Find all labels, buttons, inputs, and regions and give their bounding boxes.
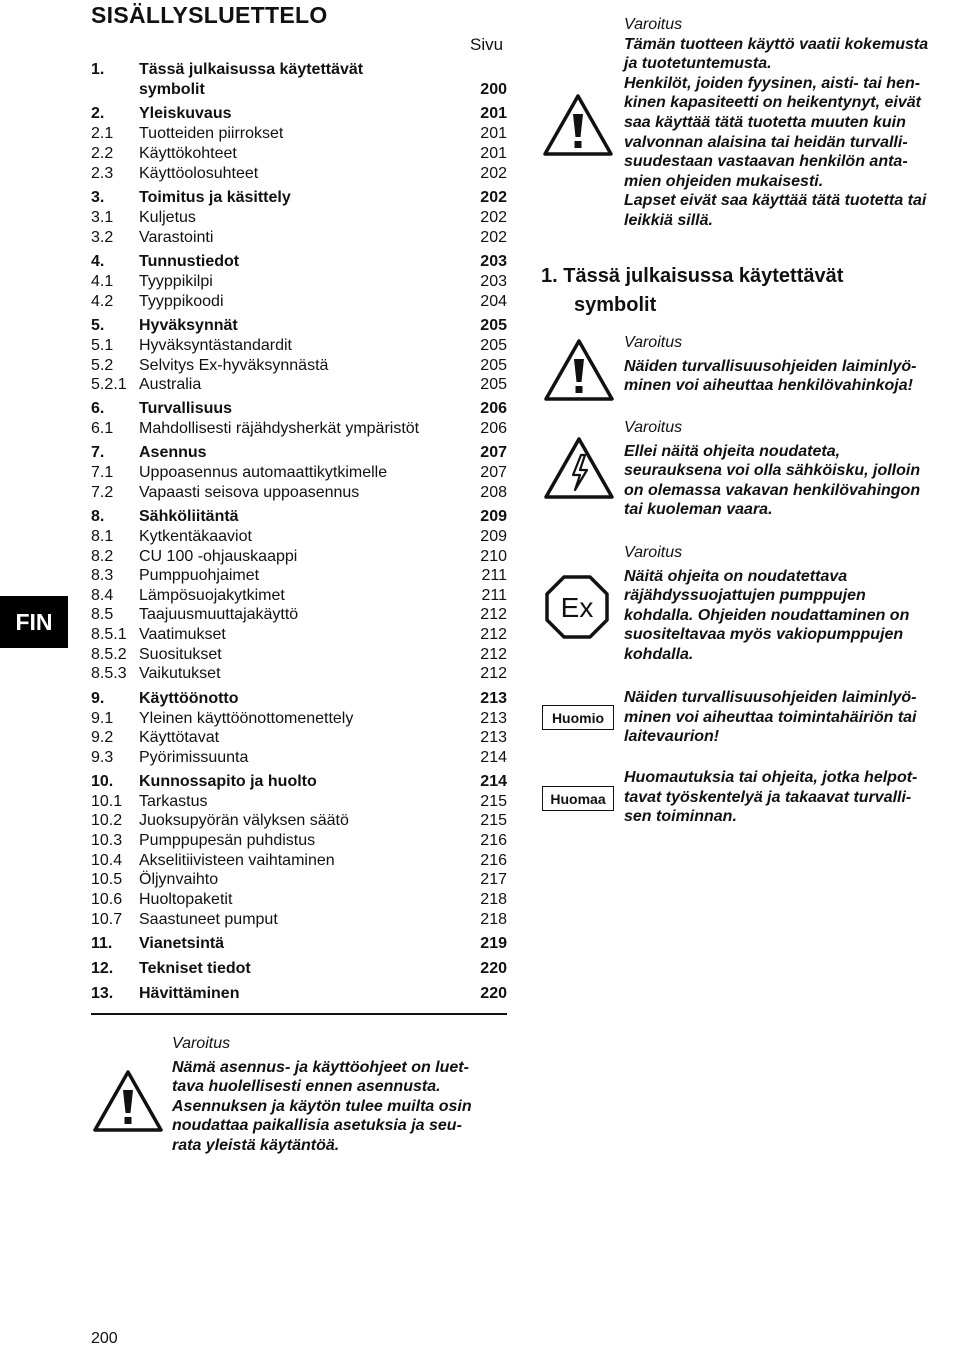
- note-line: tavat työskentelyä ja takaavat turvalli-: [624, 788, 912, 806]
- toc-entry-number: 5.2: [91, 357, 114, 374]
- toc-entry-page: 212: [480, 626, 507, 643]
- toc-entry-page: 212: [480, 606, 507, 623]
- toc-entry-title: Yleiskuvaus: [139, 105, 232, 122]
- warning-line: Nämä asennus- ja käyttöohjeet on luet-: [172, 1058, 469, 1076]
- toc-entry-page: 210: [480, 548, 507, 565]
- toc-entry-title: Juoksupyörän välyksen säätö: [139, 812, 349, 829]
- note-line: sen toiminnan.: [624, 808, 737, 826]
- toc-entry-page: 218: [480, 911, 507, 928]
- toc-entry-title: Saastuneet pumput: [139, 911, 278, 928]
- toc-entry-number: 8.1: [91, 528, 114, 545]
- toc-entry-page: 209: [480, 508, 507, 525]
- toc-entry-title: Vapaasti seisova uppoasennus: [139, 484, 360, 501]
- toc-entry-number: 7.1: [91, 464, 114, 481]
- warning-line: minen voi aiheuttaa henkilövahinkoja!: [624, 377, 913, 395]
- toc-entry-page: 209: [480, 528, 507, 545]
- ex-warning-label: Varoitus: [624, 544, 683, 561]
- toc-entry-number: 2.2: [91, 145, 114, 162]
- toc-entry-page: 216: [480, 832, 507, 849]
- warning-line: leikkiä sillä.: [624, 211, 713, 229]
- warning-line: Lapset eivät saa käyttää tätä tuotetta tai: [624, 192, 927, 210]
- toc-entry-number: 3.: [91, 189, 105, 206]
- toc-entry-page: 202: [480, 209, 507, 226]
- toc-entry-title: Hyväksynnät: [139, 317, 238, 334]
- top-warning-label: Varoitus: [624, 16, 683, 33]
- toc-entry-page: 207: [480, 464, 507, 481]
- toc-entry-page: 218: [480, 891, 507, 908]
- electric-warning-label: Varoitus: [624, 419, 683, 436]
- toc-entry-title: Tekniset tiedot: [139, 960, 251, 977]
- toc-entry-number: 6.1: [91, 420, 114, 437]
- toc-entry-title: Australia: [139, 376, 202, 393]
- toc-entry-number: 2.3: [91, 165, 114, 182]
- explosion-protection-icon: [544, 574, 610, 640]
- caution-line: laitevaurion!: [624, 728, 720, 746]
- toc-entry-number: 8.4: [91, 587, 114, 604]
- warning-line: räjähdyssuojattujen pumppujen: [624, 587, 866, 605]
- toc-entry-number: 5.2.1: [91, 376, 127, 393]
- warning-line: Asennuksen ja käytön tulee muilta osin: [172, 1097, 472, 1115]
- toc-entry-page: 207: [480, 444, 507, 461]
- toc-entry-number: 8.2: [91, 548, 114, 565]
- general-warning: [624, 333, 960, 396]
- toc-entry-number: 8.5: [91, 606, 114, 623]
- toc-entry-number: 10.: [91, 773, 114, 790]
- warning-line: tai kuoleman vaara.: [624, 501, 773, 519]
- warning-line: Tämän tuotteen käyttö vaatii kokemusta: [624, 35, 929, 53]
- toc-divider: [91, 1013, 507, 1015]
- ex-icon-text: Ex: [560, 592, 594, 623]
- toc-entry-page: 205: [480, 376, 507, 393]
- toc-entry-page: 213: [480, 690, 507, 707]
- toc-entry-title: Öljynvaihto: [139, 871, 219, 888]
- toc-entry-number: 8.5.1: [91, 626, 127, 643]
- toc-entry-page: 216: [480, 852, 507, 869]
- toc-entry-number: 2.1: [91, 125, 114, 142]
- toc-entry-number: 8.3: [91, 567, 114, 584]
- toc-entry-page: 201: [480, 145, 507, 162]
- toc-entry-title: Pumppupesän puhdistus: [139, 832, 316, 849]
- toc-entry-page: 219: [480, 935, 507, 952]
- toc-entry-number: 3.1: [91, 209, 114, 226]
- toc-entry-number: 8.: [91, 508, 105, 525]
- toc-title: SISÄLLYSLUETTELO: [91, 2, 328, 28]
- toc-entry-number: 10.5: [91, 871, 123, 888]
- toc-entry-page: 208: [480, 484, 507, 501]
- toc-entry-page: 201: [480, 105, 507, 122]
- toc-entry-title: Pumppuohjaimet: [139, 567, 260, 584]
- toc-entry-page: 203: [480, 273, 507, 290]
- warning-line: Näiden turvallisuusohjeiden laiminlyö-: [624, 357, 917, 375]
- toc-entry-page: 205: [480, 337, 507, 354]
- warning-line: kinen kapasiteetti on heikentynyt, eivät: [624, 94, 921, 112]
- language-tab: FIN: [0, 596, 68, 648]
- toc-entry-title: Yleinen käyttöönottomenettely: [139, 710, 354, 727]
- toc-entry-number: 5.1: [91, 337, 114, 354]
- toc-entry-title: Kuljetus: [139, 209, 196, 226]
- caution-line: Näiden turvallisuusohjeiden laiminlyö-: [624, 689, 917, 706]
- toc-entry-page: 203: [480, 253, 507, 270]
- toc-entry-page: 215: [480, 793, 507, 810]
- bottom-warning: [172, 1034, 512, 1156]
- electric-hazard-icon: [543, 435, 615, 501]
- electric-warning: [624, 418, 960, 520]
- toc-entry-page: 213: [480, 710, 507, 727]
- toc-page-column-label: Sivu: [470, 35, 504, 54]
- toc-entry-title: Uppoasennus automaattikytkimelle: [139, 464, 388, 481]
- toc-entry-number: 4.2: [91, 293, 114, 310]
- toc-entry-number: 7.2: [91, 484, 114, 501]
- toc-entry-title: Mahdollisesti räjähdysherkät ympäristöt: [139, 420, 420, 437]
- toc-entry-title: Selvitys Ex-hyväksynnästä: [139, 357, 329, 374]
- toc-entry-title: Akselitiivisteen vaihtaminen: [139, 852, 335, 869]
- toc-entry-page: 220: [480, 985, 507, 1002]
- warning-line: Henkilöt, joiden fyysinen, aisti- tai hen-: [624, 74, 921, 92]
- toc-entry-page: 205: [480, 357, 507, 374]
- note-box-label: Huomaa: [542, 786, 614, 811]
- toc-entry-number: 9.2: [91, 729, 114, 746]
- warning-triangle-icon: [92, 1068, 164, 1134]
- toc-entry-number: 3.2: [91, 229, 114, 246]
- warning-line: kohdalla.: [624, 645, 694, 663]
- toc-entry-title: Käyttötavat: [139, 729, 220, 746]
- toc-entry-title: Kunnossapito ja huolto: [139, 773, 317, 790]
- toc-entry-title: Käyttöolosuhteet: [139, 165, 259, 182]
- toc-entry-number: 5.: [91, 317, 105, 334]
- toc-entry-number: 10.6: [91, 891, 123, 908]
- toc-entry-page: 212: [480, 665, 507, 682]
- warning-triangle-icon: [542, 92, 614, 158]
- toc-entry-number: 10.3: [91, 832, 123, 849]
- toc-entry-title: Tunnustiedot: [139, 253, 240, 270]
- general-warning-label: Varoitus: [624, 334, 683, 351]
- warning-line: Ellei näitä ohjeita noudateta,: [624, 442, 841, 460]
- section-heading-line1: 1. Tässä julkaisussa käytettävät: [541, 265, 844, 287]
- toc-entry-page: 211: [481, 587, 507, 604]
- toc-entry-number: 4.1: [91, 273, 114, 290]
- toc-entry-page: 213: [480, 729, 507, 746]
- note-line: Huomautuksia tai ohjeita, jotka helpot-: [624, 769, 918, 786]
- toc-entry-page: 202: [480, 165, 507, 182]
- page-number: 200: [91, 1330, 118, 1347]
- toc-entry-number: 8.5.2: [91, 646, 127, 663]
- toc-entry-title: Vaatimukset: [139, 626, 226, 643]
- warning-line: rata yleistä käytäntöä.: [172, 1136, 340, 1154]
- warning-line: tava huolellisesti ennen asennusta.: [172, 1078, 441, 1096]
- toc-entry-page: 206: [480, 400, 507, 417]
- toc-entry-number: 13.: [91, 985, 114, 1002]
- toc-entry-page: 201: [480, 125, 507, 142]
- warning-line: seurauksena voi olla sähköisku, jolloin: [624, 462, 921, 480]
- toc-entry-number: 9.: [91, 690, 105, 707]
- ex-warning: [624, 543, 960, 665]
- warning-line: ja tuotetuntemusta.: [624, 55, 772, 73]
- warning-line: on olemassa vakavan henkilövahingon: [624, 481, 921, 499]
- toc-entry-page: 214: [480, 749, 507, 766]
- section-heading-line2: symbolit: [574, 294, 657, 316]
- caution-text: [624, 688, 960, 747]
- toc-entry-page: 217: [480, 871, 507, 888]
- toc-entry-number: 1.: [91, 61, 105, 78]
- toc-entry-number: 8.5.3: [91, 665, 127, 682]
- toc-entry-page: 220: [480, 960, 507, 977]
- note-text: [624, 768, 960, 827]
- toc-entry-title: Tyyppikilpi: [139, 273, 213, 290]
- toc-entry-page: 205: [480, 317, 507, 334]
- toc-entry-number: 11.: [91, 935, 113, 952]
- toc-entry-page: 202: [480, 229, 507, 246]
- toc-entry-title: Kytkentäkaaviot: [139, 528, 252, 545]
- toc-entry-number: 10.1: [91, 793, 123, 810]
- toc-entry-title: Tyyppikoodi: [139, 293, 224, 310]
- warning-line: valvonnan alaisina tai heidän turvalli-: [624, 133, 908, 151]
- toc-entry-title: Käyttökohteet: [139, 145, 237, 162]
- toc-entry-title: symbolit: [139, 81, 205, 98]
- toc-entry-title: Pyörimissuunta: [139, 749, 249, 766]
- toc-entry-number: 6.: [91, 400, 105, 417]
- toc-entry-number: 7.: [91, 444, 105, 461]
- toc-entry-number: 2.: [91, 105, 105, 122]
- toc-entry-title: Vianetsintä: [139, 935, 225, 952]
- toc-entry-page: 202: [480, 189, 507, 206]
- toc-entry-title: Käyttöönotto: [139, 690, 239, 707]
- bottom-warning-label: Varoitus: [172, 1035, 231, 1052]
- warning-line: mien ohjeiden mukaisesti.: [624, 172, 824, 190]
- toc-entry-title: Toimitus ja käsittely: [139, 189, 291, 206]
- toc-entry-title: Tuotteiden piirrokset: [139, 125, 284, 142]
- toc-entry-title: Turvallisuus: [139, 400, 233, 417]
- toc-entry-title: Tässä julkaisussa käytettävät: [139, 61, 364, 78]
- top-warning: [624, 15, 960, 231]
- toc-entry-number: 10.4: [91, 852, 123, 869]
- warning-line: suositeltavaa myös vakiopumppujen: [624, 626, 904, 644]
- warning-line: Näitä ohjeita on noudatettava: [624, 567, 848, 585]
- toc-entry-page: 204: [480, 293, 507, 310]
- caution-box-label: Huomio: [542, 705, 614, 730]
- toc-entry-page: 200: [480, 81, 507, 98]
- toc-entry-title: Tarkastus: [139, 793, 208, 810]
- toc-entry-number: 4.: [91, 253, 105, 270]
- toc-entry-page: 212: [480, 646, 507, 663]
- toc-entry-title: Varastointi: [139, 229, 214, 246]
- warning-line: saa käyttää tätä tuotetta muuten kuin: [624, 113, 906, 131]
- toc-entry-number: 10.2: [91, 812, 123, 829]
- toc-entry-number: 9.1: [91, 710, 114, 727]
- toc-entry-number: 12.: [91, 960, 114, 977]
- toc-entry-page: 215: [480, 812, 507, 829]
- toc-entry-title: Taajuusmuuttajakäyttö: [139, 606, 299, 623]
- toc-entry-title: Sähköliitäntä: [139, 508, 239, 525]
- toc-entry-page: 211: [481, 567, 507, 584]
- top-warning-text: [624, 35, 960, 231]
- toc-entry-title: Suositukset: [139, 646, 222, 663]
- warning-line: kohdalla. Ohjeiden noudattaminen on: [624, 606, 910, 624]
- toc-entry-title: Hyväksyntästandardit: [139, 337, 292, 354]
- toc-entry-title: CU 100 -ohjauskaappi: [139, 548, 298, 565]
- toc-entry-title: Asennus: [139, 444, 207, 461]
- toc-entry-page: 214: [480, 773, 507, 790]
- warning-line: noudattaa paikallisia asetuksia ja seu-: [172, 1117, 462, 1135]
- toc-entry-title: Vaikutukset: [139, 665, 221, 682]
- warning-triangle-icon: [543, 337, 615, 403]
- caution-line: minen voi aiheuttaa toimintahäiriön tai: [624, 708, 917, 726]
- section-heading: [541, 262, 843, 320]
- toc-entry-number: 10.7: [91, 911, 123, 928]
- toc-entry-title: Lämpösuojakytkimet: [139, 587, 285, 604]
- toc-entry-title: Huoltopaketit: [139, 891, 233, 908]
- toc-entry-title: Hävittäminen: [139, 985, 240, 1002]
- toc-entry-page: 206: [480, 420, 507, 437]
- toc-entry-number: 9.3: [91, 749, 114, 766]
- warning-line: suudestaan vastaavan henkilön anta-: [624, 153, 908, 171]
